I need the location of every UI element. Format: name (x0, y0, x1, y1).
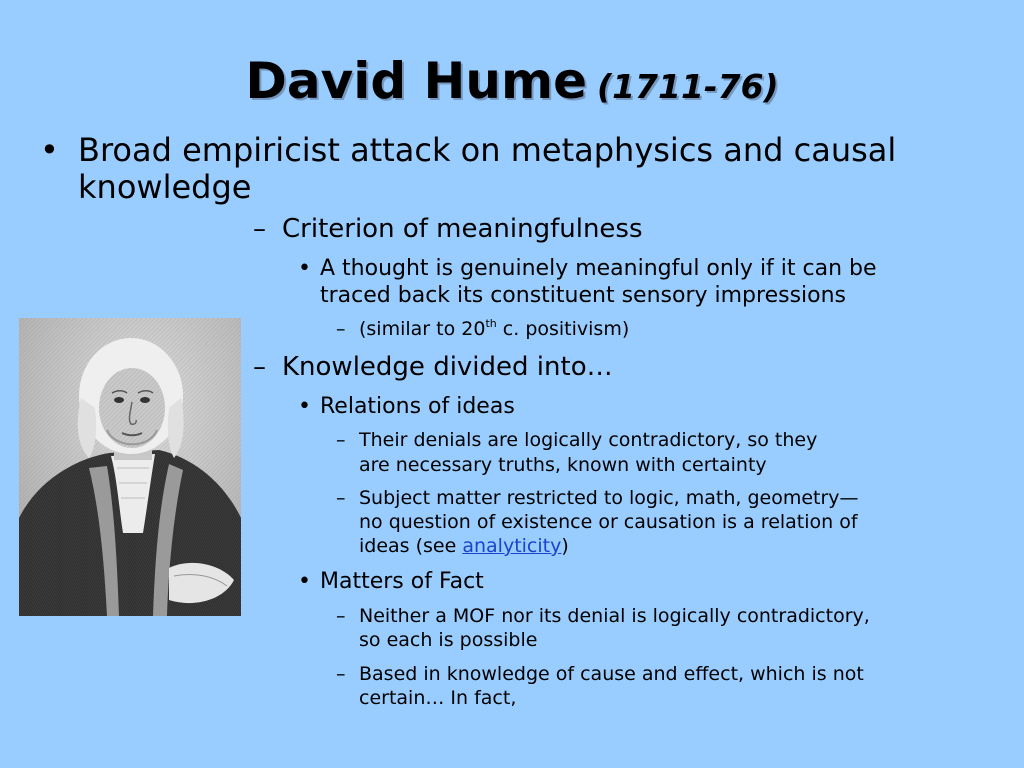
subject-line3 (359, 535, 569, 557)
bullet-broad-line1: Broad empiricist attack on metaphysics and causal (78, 131, 897, 169)
portrait-illustration (19, 318, 241, 616)
bullet-broad-line2: knowledge (78, 168, 252, 206)
slide-title (0, 52, 1024, 110)
analyticity-link[interactable]: analyticity (462, 535, 562, 557)
thought-line2: traced back its constituent sensory impressions (320, 283, 847, 308)
denials-line1: Their denials are logically contradictory, so they (359, 429, 818, 451)
title-years: (1711-76) (597, 67, 779, 106)
similar-post: c. positivism) (496, 318, 630, 340)
criterion-text: Criterion of meaningfulness (282, 214, 643, 244)
mof-line1: Neither a MOF nor its denial is logically contradictory, (359, 605, 870, 627)
subject-line3-pre: ideas (see (359, 535, 463, 557)
dash-marker: – (336, 487, 346, 509)
thought-line1: A thought is genuinely meaningful only if it can be (320, 256, 877, 281)
title-name: David Hume (245, 52, 587, 110)
matters-text: Matters of Fact (320, 569, 484, 594)
denials-line2: are necessary truths, known with certainty (359, 454, 767, 476)
hume-portrait (19, 318, 241, 616)
dash-marker: – (253, 352, 266, 382)
dot-marker: • (298, 256, 311, 281)
subject-line3-post: ) (561, 535, 569, 557)
dash-marker: – (253, 214, 266, 244)
subject-line2: no question of existence or causation is a relation of (359, 511, 858, 533)
dot-marker: • (298, 394, 311, 419)
based-line2: certain… In fact, (359, 687, 517, 709)
similar-pre: (similar to 20 (359, 318, 486, 340)
bullet-marker: • (40, 131, 59, 169)
dot-marker: • (298, 569, 311, 594)
dash-marker: – (336, 429, 346, 451)
subject-line1: Subject matter restricted to logic, math, geometry— (359, 487, 859, 509)
knowledge-text: Knowledge divided into… (282, 352, 613, 382)
dash-marker: – (336, 318, 346, 340)
dash-marker: – (336, 605, 346, 627)
similar-sup: th (485, 317, 497, 330)
mof-line2: so each is possible (359, 629, 538, 651)
relations-text: Relations of ideas (320, 394, 515, 419)
based-line1: Based in knowledge of cause and effect, which is not (359, 663, 864, 685)
similar-text (359, 318, 629, 340)
dash-marker: – (336, 663, 346, 685)
